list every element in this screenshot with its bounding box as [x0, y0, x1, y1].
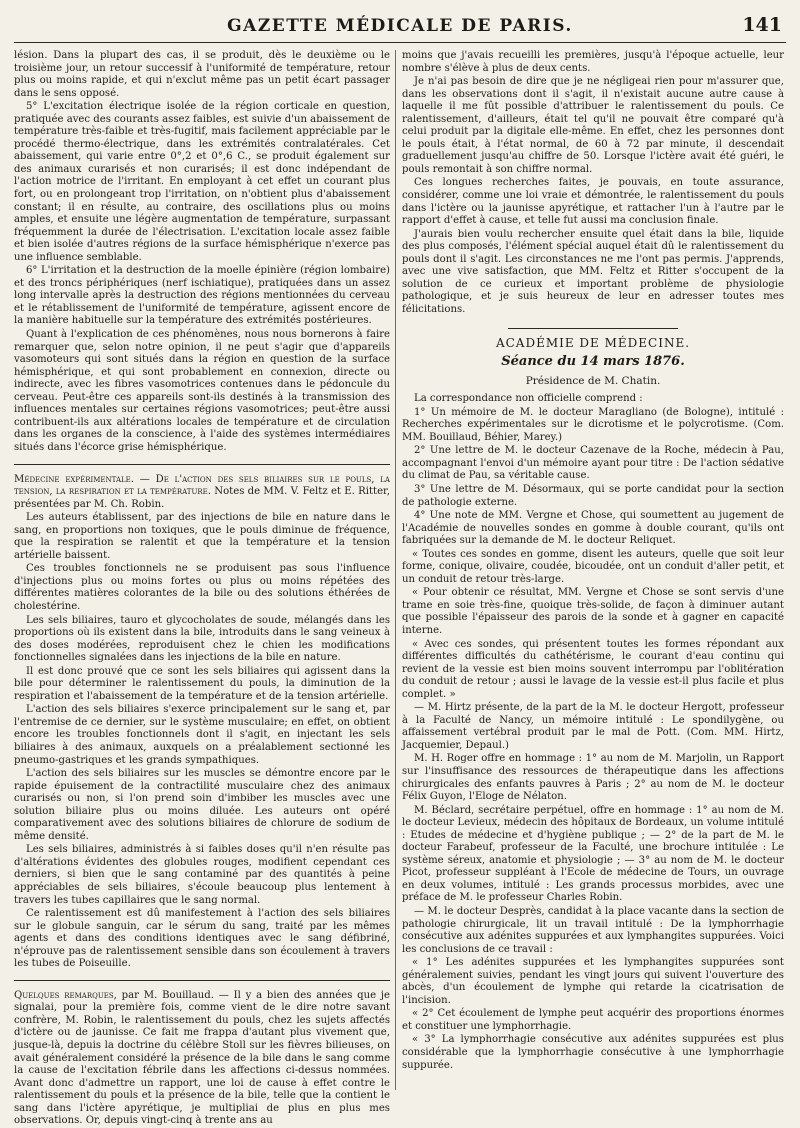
quote-paragraph: « 3° La lymphorrhagie consécutive aux adénites suppurées est plus considérable que la lymphorrhagie consécutive à une lymphorrhagie suppurée.: [402, 1034, 784, 1071]
section-label: Médecine expérimentale.: [14, 473, 134, 485]
separator-rule: [14, 980, 390, 981]
page-number: 141: [742, 14, 782, 36]
separator-rule: [508, 328, 678, 329]
paragraph: 5° L'excitation électrique isolée de la région corticale en question, pratiquée avec des courants assez faibles, est suivie d'un abaissement de température très-faible et très-fugitif, mais facilement appréciable par le procédé thermo-électrique, dans les extrémités contralatérales. Cet abaissement, qui varie entre 0°,2 et 0°,6 C., se produit également sur des animaux curarisés et non curarisés; il est donc indépendant de l'action motrice de l'irritant. En employant à cet effet un courant plus fort, ou en prolongeant trop l'irritation, on n'obtient plus d'abaissement constant; il en résulte, au contraire, des oscillations plus ou moins amples, et ensuite une légère augmentation de température, surpassant fréquemment la durée de l'électrisation. L'excitation locale assez faible et bien isolée d'autres régions de la surface hémisphérique n'exerce pas une influence semblable.: [14, 101, 390, 263]
paragraph: Ce ralentissement est dû manifestement à l'action des sels biliaires sur le globule sanguin, car le sérum du sang, traité par les mêmes agents et dans des conditions identiques avec le sang défibriné, n'éprouve pas de ralentissement sensible dans son écoulement à travers les tubes de Poiseuille.: [14, 908, 390, 970]
journal-title: GAZETTE MÉDICALE DE PARIS.: [227, 16, 573, 36]
section-label: Quelques remarques,: [14, 989, 117, 1001]
paragraph: L'action des sels biliaires sur les muscles se démontre encore par le rapide épuisement de la contractilité musculaire chez des animaux curarisés ou non, si l'on prend soin d'imbiber les muscles avec une solution biliaire plus ou moins diluée. Les auteurs ont opéré comparativement avec des solutions biliaires de chlorure de sodium de même densité.: [14, 768, 390, 842]
presidency-line: Présidence de M. Chatin.: [525, 374, 661, 387]
paragraph: moins que j'avais recueilli les premières, jusqu'à l'époque actuelle, leur nombre s'élève à plus de deux cents.: [402, 50, 784, 74]
paragraph: Quant à l'explication de ces phénomènes, nous nous bornerons à faire remarquer que, selon notre opinion, il ne peut s'agir que d'appareils vasomoteurs qui sont situés dans la région en question de la surface hémisphérique, et qui sont probablement en connexion, directe ou indirecte, avec les fibres vasomotrices contenues dans le pédoncule du cerveau. Peut-être ces appareils sont-ils destinés à la transmission des influences mentales sur certaines régions vasomotrices; peut-être aussi contribuent-ils aux altérations locales de température et de circulation dans les organes de la conscience, à l'aide des systèmes intermédiaires situés dans l'écorce grise hémisphérique.: [14, 329, 390, 453]
section-heading-experimental: [14, 474, 390, 512]
paragraph: Il est donc prouvé que ce sont les sels biliaires qui agissent dans la bile pour déterminer le ralentissement du pouls, la diminution de la respiration et l'abaissement de la température et de la tension artérielle.: [14, 665, 390, 702]
paragraph: — M. Hirtz présente, de la part de la M. le docteur Hergott, professeur à la Faculté de Nancy, un mémoire intitulé : Le spondilygène, ou affaissement vertébral produit par le mal de Pott. (Com. MM. Hirtz, Jacquemier, Depaul.): [402, 702, 784, 751]
paragraph: Les sels biliaires, tauro et glycocholates de soude, mélangés dans les proportions où ils existent dans la bile, introduits dans le sang veineux à des doses modérées, reproduisent chez le chien les modifications fonctionnelles signalées dans les injections de la bile en nature.: [14, 614, 390, 664]
paragraph: L'action des sels biliaires s'exerce principalement sur le sang et, par l'entremise de ce dernier, sur le système musculaire; en effet, on obtient encore les troubles fonctionnels dont il s'agit, en injectant les sels biliaires à des animaux, auxquels on a préalablement sectionné les pneumo-gastriques et les grands sympathiques.: [14, 704, 390, 766]
section-title: — De l'action des sels biliaires sur le pouls, la tension, la respiration et la température.: [14, 473, 390, 498]
separator-rule: [14, 464, 390, 465]
session-heading: Séance du 14 mars 1876.: [501, 354, 685, 370]
paragraph: M. Béclard, secrétaire perpétuel, offre en hommage : 1° au nom de M. le docteur Levieux, médecin des hôpitaux de Bordeaux, un volume intitulé : Etudes de médecine et d'hygiène publique ; — 2° de la part de M. le docteur Farabeuf, professeur de la Faculté, une brochure intitulée : Le système séreux, anatomie et physiologie ; — 3° au nom de M. le docteur Picot, professeur suppléant à l'Ecole de médecine de Tours, un ouvrage en deux volumes, intitulé : Les grands processus morbides, avec une préface de M. le professeur Charles Robin.: [402, 804, 784, 904]
running-head: [14, 14, 786, 43]
paragraph: Je n'ai pas besoin de dire que je ne négligeai rien pour m'assurer que, dans les observations dont il s'agit, il n'existait aucune autre cause à laquelle il me fût possible d'attribuer le ralentissement du pouls. Ce ralentissement, d'ailleurs, était tel qu'il ne pouvait être comparé qu'à celui produit par la digitale elle-même. En effet, chez les personnes dont le pouls était, à l'état normal, de 60 à 72 par minute, il descendait graduellement jusqu'au chiffre de 50. Lorsque l'ictère avait été guéri, le pouls remontait à son chiffre normal.: [402, 76, 784, 175]
right-column: [402, 50, 784, 1090]
academy-heading: ACADÉMIE DE MÉDECINE.: [495, 336, 691, 351]
paragraph: par M. Bouillaud. — Il y a bien des années que je signalai, pour la première fois, comme vient de le dire notre savant confrère, M. Robin, le ralentissement du pouls, chez les sujets affectés d'ictère ou de jaunisse. Ce fait me frappa d'autant plus vivement que, jusque-là, depuis la doctrine du célèbre Stoll sur les fièvres bilieuses, on avait généralement considéré la présence de la bile dans le sang comme la cause de l'excitation fébrile dans les affections ci-dessus nommées. Avant donc d'admettre un rapport, une loi de cause à effet contre le ralentissement du pouls et la présence de la bile, telle que la contient le sang dans l'ictère apyrétique, je multipliai de plus en plus mes observations. Or, depuis vingt-cinq à trente ans au: [14, 989, 390, 1127]
paragraph: La correspondance non officielle comprend :: [414, 393, 643, 405]
paragraph: 6° L'irritation et la destruction de la moelle épinière (région lombaire) et des troncs périphériques (nerf ischiatique), pratiquées dans un assez long intervalle après la destruction des régions mentionnées du cerveau et le rétablissement de l'uniformité de température, agissent encore de la manière habituelle sur la température des extrémités postérieures.: [14, 265, 390, 327]
column-rule: [395, 50, 396, 1090]
quote-paragraph: « 2° Cet écoulement de lymphe peut acquérir des proportions énormes et constituer une lymphorrhagie.: [402, 1008, 784, 1032]
paragraph: — M. le docteur Desprès, candidat à la place vacante dans la section de pathologie chirurgicale, lit un travail intitulé : De la lymphorrhagie consécutive aux adénites suppurées et aux lymphangites suppurées. Voici les conclusions de ce travail :: [402, 906, 784, 955]
paragraph: Les sels biliaires, administrés à si faibles doses qu'il n'en résulte pas d'altérations évidentes des globules rouges, modifient cependant ces derniers, si bien que le sang contaminé par des quantités à peine appréciables de sels biliaires, s'écoule beaucoup plus lentement à travers les tubes capillaires que le sang normal.: [14, 844, 390, 906]
section-authors: Notes de MM. V. Feltz et E. Ritter, présentées par M. Ch. Robin.: [14, 486, 390, 510]
quote-paragraph: « Pour obtenir ce résultat, MM. Vergne et Chose se sont servis d'une trame en soie très-fine, quoique très-solide, de façon à diminuer autant que possible l'épaisseur des parois de la sonde et à gagner en capacité interne.: [402, 587, 784, 636]
paragraph: lésion. Dans la plupart des cas, il se produit, dès le deuxième ou le troisième jour, un retour successif à l'uniformité de température, retour plus ou moins rapide, et qui n'exclut même pas un petit écart passager dans le sens opposé.: [14, 50, 390, 99]
paragraph: 2° Une lettre de M. le docteur Cazenave de la Roche, médecin à Pau, accompagnant l'envoi d'un mémoire ayant pour titre : De l'action sédative du climat de Pau, sa véritable cause.: [402, 445, 784, 482]
left-column: [14, 50, 390, 1127]
quote-paragraph: « Toutes ces sondes en gomme, disent les auteurs, quelle que soit leur forme, conique, olivaire, coudée, bicoudée, ont un conduit d'aller petit, et un conduit de retour très-large.: [402, 548, 784, 585]
paragraph: Les auteurs établissent, par des injections de bile en nature dans le sang, en proportions non toxiques, que le pouls diminue de fréquence, que la respiration se ralentit et que la température et la tension artérielle baissent.: [14, 512, 390, 561]
paragraph: 1° Un mémoire de M. le docteur Maragliano (de Bologne), intitulé : Recherches expérimentales sur le dicrotisme et le polycrotisme. (Com. MM. Bouillaud, Béhier, Marey.): [402, 406, 784, 443]
quote-paragraph: « Avec ces sondes, qui présentent toutes les formes répondant aux différentes difficultés du cathétérisme, le courant d'eau continu qui revient de la vessie est bien moins souvent interrompu par l'oblitération du conduit de retour ; aussi le lavage de la vessie est-il plus facile et plus complet. »: [402, 638, 784, 700]
quote-paragraph: « 1° Les adénites suppurées et les lymphangites suppurées sont généralement suivies, pendant les vingt jours qui suivent l'ouverture des abcès, d'un écoulement de lymphe qui retarde la cicatrisation de l'incision.: [402, 957, 784, 1006]
paragraph: Ces troubles fonctionnels ne se produisent pas sous l'influence d'injections plus ou moins fortes ou plus ou moins répétées des différentes matières colorantes de la bile ou des solutions éthérées de cholestérine.: [14, 563, 390, 612]
paragraph: 4° Une note de MM. Vergne et Chose, qui soumettent au jugement de l'Académie de nouvelles sondes en gomme à double courant, qu'ils ont fabriquées sur la demande de M. le docteur Reliquet.: [402, 510, 784, 547]
paragraph: M. H. Roger offre en hommage : 1° au nom de M. Marjolin, un Rapport sur l'insuffisance des ressources de thérapeutique dans les affections chirurgicales des enfants pauvres à Paris ; 2° au nom de M. le docteur Félix Guyon, l'Eloge de Nélaton.: [402, 753, 784, 803]
paragraph: 3° Une lettre de M. Désormaux, qui se porte candidat pour la section de pathologie externe.: [402, 483, 784, 508]
section-heading-remarks: [14, 990, 390, 1128]
paragraph: J'aurais bien voulu rechercher ensuite quel était dans la bile, liquide des plus composés, l'élément spécial auquel était dû le ralentissement du pouls dont il s'agit. Les circonstances ne me l'ont pas permis. J'apprends, avec une vive satisfaction, que MM. Feltz et Ritter s'occupent de la solution de ce curieux et important problème de physiologie pathologique, et je suis heureux de leur en adresser toutes mes félicitations.: [402, 228, 784, 315]
paragraph: Ces longues recherches faites, je pouvais, en toute assurance, considérer, comme une loi vraie et démontrée, le ralentissement du pouls dans l'ictère ou la jaunisse apyrétique, et rattacher l'un à l'autre par le rapport d'effet à cause, et telle fut aussi ma conclusion finale.: [402, 177, 784, 227]
